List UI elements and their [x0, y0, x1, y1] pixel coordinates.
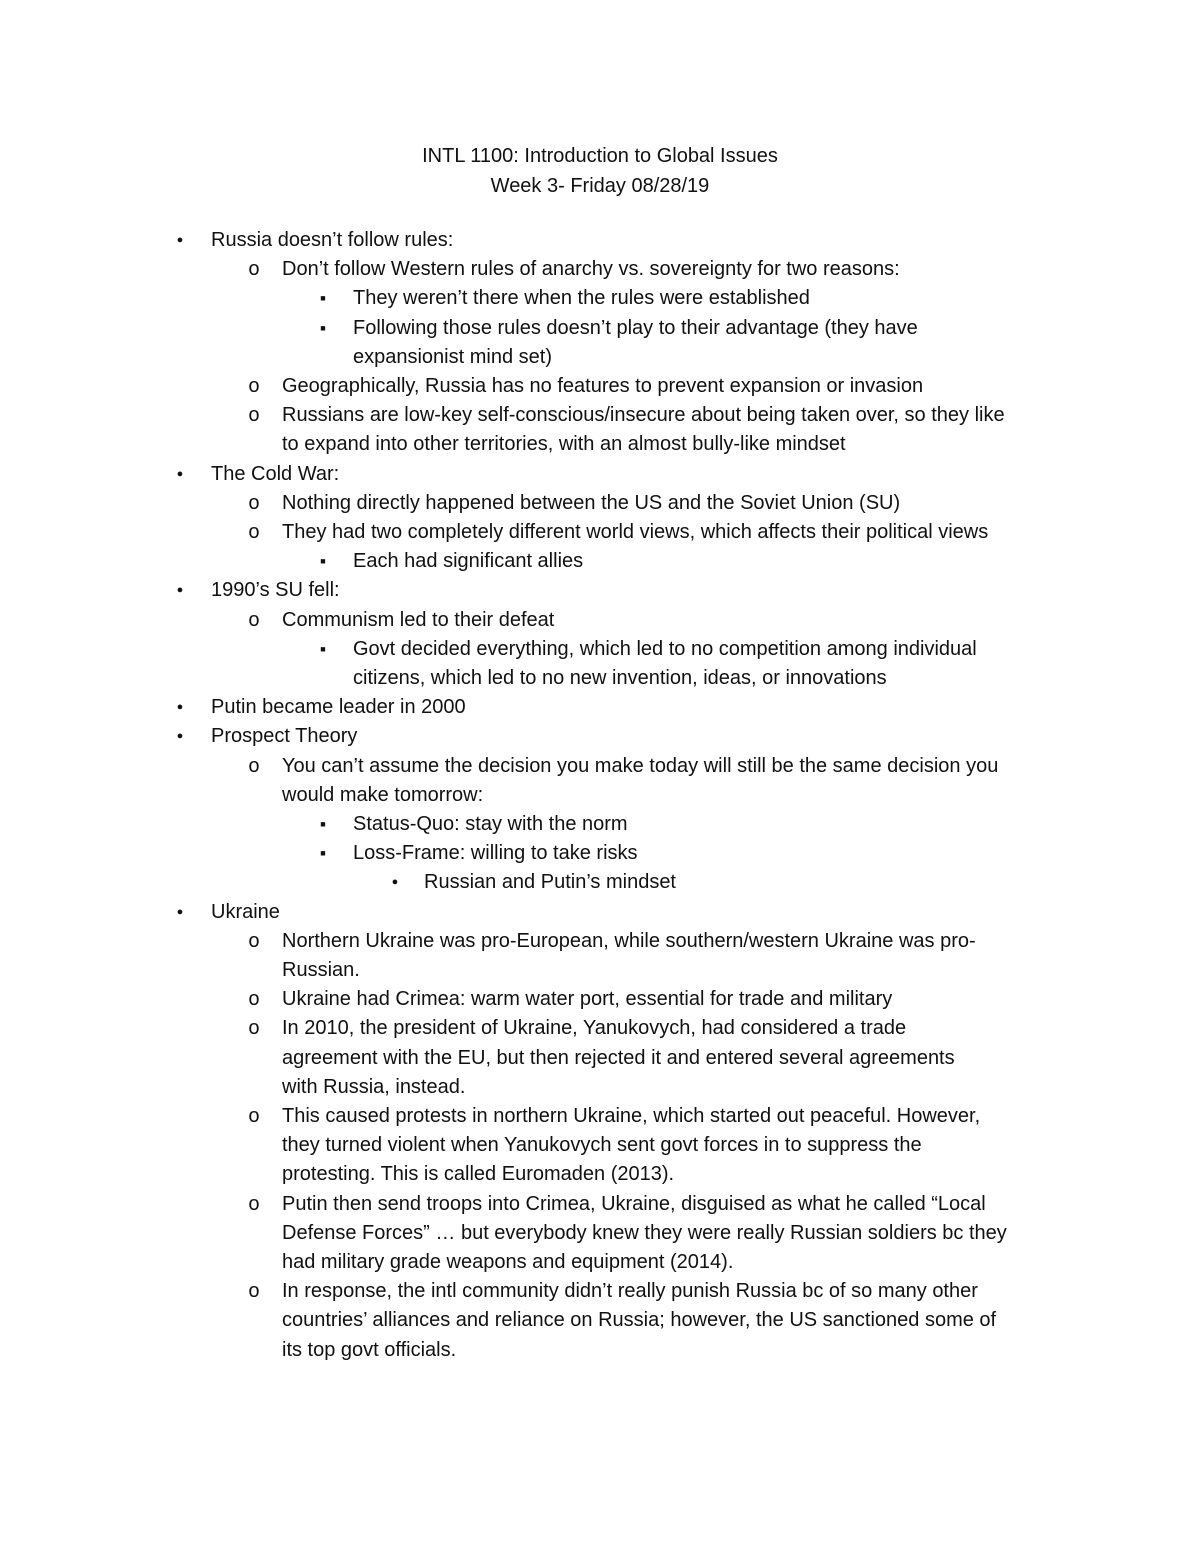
document-header: [0, 141, 1200, 201]
dot-bullet-icon: [385, 868, 405, 897]
note-line: with Russia, instead.: [282, 1075, 466, 1098]
circle-bullet-icon: [244, 606, 264, 636]
dot-bullet-icon: [170, 898, 190, 927]
square-bullet-icon: [313, 635, 333, 664]
note-line: Russians are low-key self-conscious/insecure about being taken over, so they like: [282, 404, 1005, 427]
note-line: Nothing directly happened between the US and the Soviet Union (SU): [282, 491, 901, 514]
note-line: In response, the intl community didn’t really punish Russia bc of so many other: [282, 1280, 978, 1303]
dot-bullet-icon: [170, 460, 190, 489]
square-bullet-icon: [313, 547, 333, 576]
note-line: Govt decided everything, which led to no competition among individual: [353, 637, 977, 660]
note-line: to expand into other territories, with an almost bully-like mindset: [282, 433, 846, 456]
note-line: 1990’s SU fell:: [211, 579, 340, 602]
note-line: had military grade weapons and equipment (2014).: [282, 1251, 734, 1273]
circle-bullet-icon: [244, 927, 264, 957]
note-line: expansionist mind set): [353, 345, 552, 368]
note-line: Defense Forces” … but everybody knew they were really Russian soldiers bc they: [282, 1221, 1007, 1244]
note-line: Putin became leader in 2000: [211, 696, 466, 719]
note-line: its top govt officials.: [282, 1338, 457, 1361]
square-bullet-icon: [313, 810, 333, 839]
note-line: Russian and Putin’s mindset: [424, 871, 676, 894]
note-line: The Cold War:: [211, 462, 340, 485]
note-line: They had two completely different world views, which affects their political views: [282, 521, 989, 543]
circle-bullet-icon: [244, 401, 264, 431]
note-line: Ukraine: [211, 900, 280, 923]
note-line: Prospect Theory: [211, 725, 358, 748]
note-line: protesting. This is called Euromaden (2013).: [282, 1163, 675, 1186]
note-line: they turned violent when Yanukovych sent govt forces in to suppress the: [282, 1134, 922, 1157]
dot-bullet-icon: [170, 693, 190, 722]
note-line: Loss-Frame: willing to take risks: [353, 842, 638, 865]
note-line: Following those rules doesn’t play to their advantage (they have: [353, 316, 918, 339]
circle-bullet-icon: [244, 1014, 264, 1044]
note-line: Northern Ukraine was pro-European, while southern/western Ukraine was pro-: [282, 929, 976, 952]
note-line: Russia doesn’t follow rules:: [211, 229, 454, 251]
circle-bullet-icon: [244, 1102, 264, 1132]
dot-bullet-icon: [170, 226, 190, 255]
note-line: agreement with the EU, but then rejected it and entered several agreements: [282, 1046, 955, 1069]
circle-bullet-icon: [244, 985, 264, 1015]
note-line: would make tomorrow:: [282, 783, 484, 806]
note-line: In 2010, the president of Ukraine, Yanukovych, had considered a trade: [282, 1017, 907, 1040]
document-subtitle: Week 3- Friday 08/28/19: [490, 175, 710, 197]
square-bullet-icon: [313, 284, 333, 313]
document-title: INTL 1100: Introduction to Global Issues: [422, 145, 778, 167]
note-line: They weren’t there when the rules were established: [353, 287, 810, 310]
dot-bullet-icon: [170, 576, 190, 605]
note-line: citizens, which led to no new invention, ideas, or innovations: [353, 667, 887, 689]
note-line: Putin then send troops into Crimea, Ukraine, disguised as what he called “Local: [282, 1192, 986, 1215]
circle-bullet-icon: [244, 518, 264, 548]
note-line: Each had significant allies: [353, 550, 584, 573]
note-line: Ukraine had Crimea: warm water port, essential for trade and military: [282, 988, 893, 1011]
circle-bullet-icon: [244, 489, 264, 519]
note-line: Communism led to their defeat: [282, 608, 555, 631]
circle-bullet-icon: [244, 372, 264, 402]
circle-bullet-icon: [244, 255, 264, 285]
circle-bullet-icon: [244, 1190, 264, 1220]
dot-bullet-icon: [170, 722, 190, 751]
note-line: Status-Quo: stay with the norm: [353, 813, 628, 835]
square-bullet-icon: [313, 839, 333, 868]
note-line: You can’t assume the decision you make today will still be the same decision you: [282, 754, 999, 777]
circle-bullet-icon: [244, 752, 264, 782]
note-line: This caused protests in northern Ukraine, which started out peaceful. However,: [282, 1105, 981, 1127]
square-bullet-icon: [313, 314, 333, 343]
note-line: countries’ alliances and reliance on Russia; however, the US sanctioned some of: [282, 1309, 997, 1332]
note-line: Geographically, Russia has no features to prevent expansion or invasion: [282, 375, 924, 397]
note-line: Russian.: [282, 959, 360, 981]
note-line: Don’t follow Western rules of anarchy vs. sovereignty for two reasons:: [282, 258, 900, 281]
circle-bullet-icon: [244, 1277, 264, 1307]
